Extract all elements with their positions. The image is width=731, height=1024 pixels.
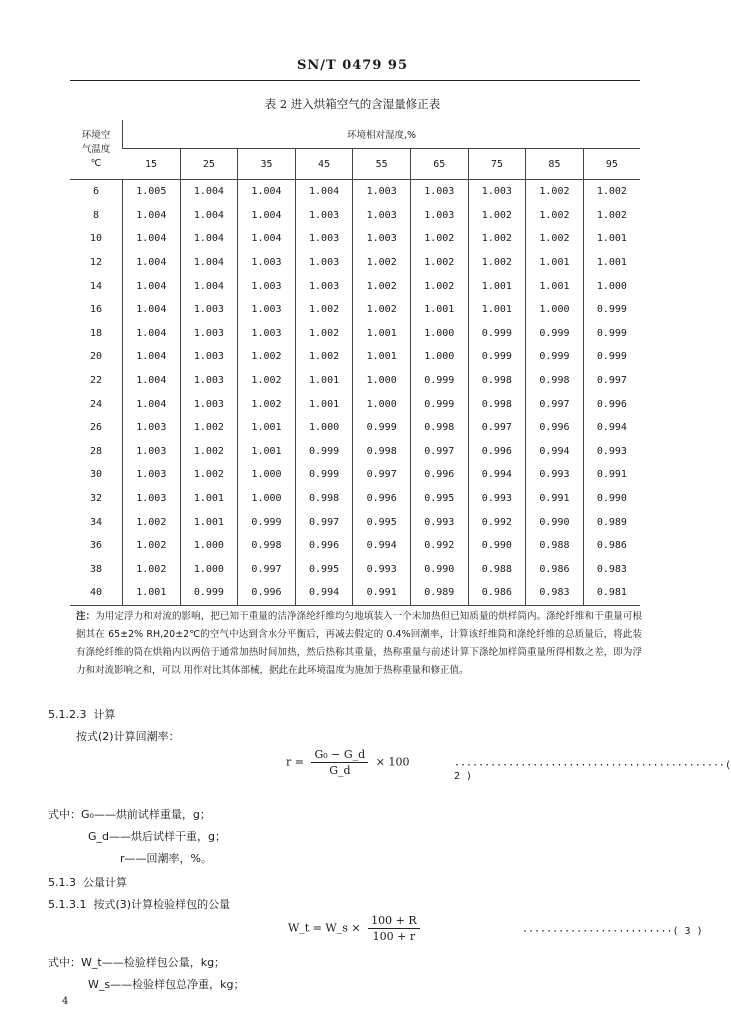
row-temperature: 34 — [89, 516, 103, 528]
temp-header-line1: 环境空 — [81, 129, 111, 141]
correction-value: 0.995 — [353, 510, 411, 534]
correction-value: 0.986 — [526, 558, 584, 582]
row-temperature: 32 — [89, 493, 103, 505]
where2-line-1 — [48, 806, 211, 822]
where-prefix: 式中： — [48, 808, 81, 821]
correction-value: 0.998 — [238, 534, 296, 558]
correction-value: 1.003 — [180, 298, 238, 322]
table-row — [70, 463, 640, 487]
table-row — [70, 510, 640, 534]
correction-value: 0.999 — [238, 510, 296, 534]
correction-value: 1.003 — [123, 463, 181, 487]
correction-value: 1.002 — [238, 392, 296, 416]
where-desc: ——烘后试样干重，g； — [109, 830, 226, 843]
correction-value: 0.994 — [526, 440, 584, 464]
correction-value: 1.002 — [410, 251, 468, 275]
temp-header-line2: 气温度 — [81, 143, 111, 155]
where-desc: ——烘前试样重量，g； — [93, 808, 211, 821]
row-temperature: 12 — [89, 257, 103, 269]
where-desc: ——检验样包公量，kg； — [101, 956, 226, 969]
correction-value: 0.993 — [583, 440, 640, 464]
correction-value: 0.998 — [526, 369, 584, 393]
where-symbol: G₀ — [81, 808, 94, 821]
where-symbol: G_d — [88, 830, 110, 843]
where3-line-1 — [48, 954, 225, 970]
correction-value: 1.002 — [410, 227, 468, 251]
correction-value: 0.996 — [410, 463, 468, 487]
correction-value: 1.000 — [353, 392, 411, 416]
correction-value: 0.990 — [468, 534, 526, 558]
correction-value: 0.990 — [583, 487, 640, 511]
correction-value: 0.989 — [410, 581, 468, 605]
formula3-fraction — [368, 914, 420, 943]
correction-value: 1.002 — [123, 558, 181, 582]
row-temperature: 6 — [92, 186, 100, 198]
correction-value: 0.999 — [468, 345, 526, 369]
correction-value: 1.002 — [180, 416, 238, 440]
correction-value: 0.986 — [468, 581, 526, 605]
correction-value: 1.000 — [295, 416, 353, 440]
correction-value: 1.004 — [123, 322, 181, 346]
table-row — [70, 274, 640, 298]
correction-value: 1.002 — [468, 204, 526, 228]
correction-value: 0.999 — [353, 416, 411, 440]
formula-3 — [288, 914, 424, 943]
correction-value: 0.998 — [295, 487, 353, 511]
correction-value: 1.003 — [238, 298, 296, 322]
correction-value: 1.002 — [353, 298, 411, 322]
formula2-tail: × 100 — [375, 755, 410, 769]
where-symbol: r — [120, 852, 125, 865]
table-row — [70, 298, 640, 322]
rh-column-25: 25 — [180, 149, 238, 180]
correction-value: 0.997 — [583, 369, 640, 393]
correction-value: 0.991 — [353, 581, 411, 605]
correction-value: 1.003 — [295, 251, 353, 275]
correction-value: 0.993 — [353, 558, 411, 582]
correction-value: 0.990 — [410, 558, 468, 582]
rh-column-75: 75 — [468, 149, 526, 180]
rh-column-15: 15 — [123, 149, 181, 180]
correction-value: 0.994 — [468, 463, 526, 487]
correction-value: 0.998 — [410, 416, 468, 440]
section-5-1-3-1 — [48, 896, 230, 912]
row-temperature: 16 — [89, 304, 103, 316]
table-row — [70, 416, 640, 440]
correction-value: 1.000 — [526, 298, 584, 322]
correction-value: 1.002 — [583, 204, 640, 228]
table-row — [70, 392, 640, 416]
table-row — [70, 345, 640, 369]
correction-value: 1.003 — [238, 322, 296, 346]
correction-value: 1.004 — [123, 251, 181, 275]
correction-value: 0.991 — [583, 463, 640, 487]
correction-value: 0.996 — [526, 416, 584, 440]
correction-value: 1.001 — [295, 369, 353, 393]
table-row — [70, 487, 640, 511]
note-text: 为用定浮力和对流的影响，把已知干重量的洁净涤纶纤维均匀地填装入一个未加热但已知质量的烘样筒内。涤纶纤维和干重量可根据其在 65±2% RH,20±2℃的空气中达到含水分平衡后，再减去假定的 0.4%回潮率，计算该纤维筒和涤纶纤维的总质量后，将此装有涤纶纤维的筒在烘箱内以两倍于通常加热时间加热，然后热称其重量，热称重量与前述计算下涤纶加样筒重量所得相数之差，即为浮力和对流影响之和，可以 用作对比其体部械，据此在此环境温度为施加于热称重量和修正值。 — [76, 611, 642, 676]
formula2-numerator: G₀ − G_d — [311, 748, 368, 763]
correction-value: 1.001 — [583, 227, 640, 251]
correction-value: 1.002 — [295, 345, 353, 369]
correction-value: 1.002 — [468, 227, 526, 251]
correction-value: 1.001 — [353, 345, 411, 369]
calc-intro: 按式(2)计算回潮率： — [76, 730, 180, 743]
row-temperature: 28 — [89, 445, 103, 457]
correction-value: 1.003 — [410, 180, 468, 204]
correction-value: 1.002 — [583, 180, 640, 204]
correction-value: 1.002 — [468, 251, 526, 275]
correction-value: 1.004 — [180, 251, 238, 275]
rh-column-row — [70, 149, 640, 180]
correction-value: 1.001 — [180, 510, 238, 534]
correction-value: 1.004 — [238, 204, 296, 228]
correction-value: 0.990 — [526, 510, 584, 534]
correction-value: 0.998 — [353, 440, 411, 464]
correction-value: 1.000 — [410, 345, 468, 369]
correction-value: 1.004 — [180, 180, 238, 204]
page-number: 4 — [62, 996, 69, 1007]
correction-value: 0.994 — [295, 581, 353, 605]
table-title: 表 2 进入烘箱空气的含湿量修正表 — [264, 97, 441, 111]
correction-value: 0.999 — [583, 298, 640, 322]
where3-line-2 — [88, 976, 244, 992]
correction-value: 0.983 — [526, 581, 584, 605]
where-symbol: W_s — [88, 978, 111, 991]
note-label: 注： — [76, 611, 96, 622]
correction-value: 0.999 — [526, 345, 584, 369]
correction-value: 1.001 — [353, 322, 411, 346]
correction-value: 0.992 — [410, 534, 468, 558]
correction-value: 1.003 — [295, 227, 353, 251]
correction-value: 1.004 — [123, 274, 181, 298]
correction-value: 0.999 — [295, 463, 353, 487]
correction-value: 1.004 — [123, 369, 181, 393]
correction-value: 1.003 — [238, 274, 296, 298]
correction-value: 1.004 — [180, 274, 238, 298]
correction-value: 1.003 — [180, 392, 238, 416]
correction-value: 0.996 — [583, 392, 640, 416]
rh-column-95: 95 — [583, 149, 640, 180]
row-temperature: 26 — [89, 422, 103, 434]
formula2-eq-no: ( 2 ) — [454, 760, 731, 782]
correction-value: 0.986 — [583, 534, 640, 558]
correction-value: 1.000 — [180, 534, 238, 558]
table-row — [70, 227, 640, 251]
correction-value: 1.000 — [410, 322, 468, 346]
correction-value: 1.001 — [468, 274, 526, 298]
correction-value: 1.002 — [410, 274, 468, 298]
correction-value: 1.002 — [526, 180, 584, 204]
table-row — [70, 534, 640, 558]
correction-value: 1.001 — [526, 274, 584, 298]
correction-value: 0.997 — [295, 510, 353, 534]
correction-value: 1.003 — [353, 227, 411, 251]
correction-value: 0.999 — [410, 369, 468, 393]
correction-value: 0.994 — [353, 534, 411, 558]
correction-value: 1.001 — [526, 251, 584, 275]
table-row — [70, 251, 640, 275]
correction-value: 0.998 — [468, 369, 526, 393]
correction-value: 0.989 — [583, 510, 640, 534]
correction-value: 0.999 — [295, 440, 353, 464]
formula3-numerator: 100 + R — [368, 914, 420, 929]
correction-value: 0.993 — [526, 463, 584, 487]
section-number: 5.1.3 — [48, 876, 76, 889]
correction-value: 1.002 — [123, 534, 181, 558]
correction-value: 0.999 — [468, 322, 526, 346]
correction-value: 1.003 — [468, 180, 526, 204]
row-temperature: 14 — [89, 280, 103, 292]
rh-column-85: 85 — [526, 149, 584, 180]
correction-value: 1.003 — [410, 204, 468, 228]
correction-value: 1.000 — [583, 274, 640, 298]
correction-value: 1.004 — [180, 227, 238, 251]
correction-value: 1.003 — [180, 322, 238, 346]
correction-table — [70, 120, 640, 606]
section-title: 按式(3)计算检验样包的公量 — [93, 898, 231, 911]
table-row — [70, 369, 640, 393]
section-5-1-3 — [48, 874, 127, 890]
correction-value: 1.001 — [410, 298, 468, 322]
correction-value: 1.004 — [123, 298, 181, 322]
correction-value: 1.003 — [295, 274, 353, 298]
where-prefix: 式中： — [48, 956, 81, 969]
formula2-denominator: G_d — [329, 764, 351, 777]
rh-column-55: 55 — [353, 149, 411, 180]
correction-value: 0.996 — [238, 581, 296, 605]
correction-value: 0.996 — [468, 440, 526, 464]
rh-column-35: 35 — [238, 149, 296, 180]
rh-column-65: 65 — [410, 149, 468, 180]
rh-header: 环境相对湿度,% — [123, 120, 641, 149]
correction-value: 1.004 — [238, 227, 296, 251]
formula2-fraction — [311, 748, 368, 777]
table-row — [70, 581, 640, 605]
rh-column-45: 45 — [295, 149, 353, 180]
table-row — [70, 322, 640, 346]
correction-value: 1.002 — [295, 322, 353, 346]
correction-value: 1.002 — [295, 298, 353, 322]
correction-value: 1.003 — [238, 251, 296, 275]
temperature-header — [70, 120, 123, 180]
correction-value: 0.997 — [353, 463, 411, 487]
correction-value: 1.002 — [180, 463, 238, 487]
correction-value: 1.003 — [123, 487, 181, 511]
page-header: SN/T 0479 95 — [296, 58, 409, 73]
section-title: 计算 — [93, 708, 116, 721]
formula2-leader: ·············································( 2 ) — [454, 760, 731, 782]
correction-value: 0.997 — [468, 416, 526, 440]
table-body — [70, 180, 640, 606]
correction-value: 1.004 — [238, 180, 296, 204]
correction-value: 1.005 — [123, 180, 181, 204]
correction-value: 1.001 — [238, 440, 296, 464]
correction-value: 0.991 — [526, 487, 584, 511]
section-number: 5.1.2.3 — [48, 708, 87, 721]
correction-value: 1.002 — [526, 204, 584, 228]
correction-value: 1.004 — [123, 345, 181, 369]
where-desc: ——回潮率，%。 — [124, 852, 212, 865]
correction-value: 1.003 — [353, 204, 411, 228]
formula3-eq-no: ( 3 ) — [672, 926, 703, 937]
correction-value: 0.981 — [583, 581, 640, 605]
row-temperature: 38 — [89, 563, 103, 575]
correction-value: 1.004 — [123, 204, 181, 228]
formula3-denominator: 100 + r — [372, 930, 416, 943]
correction-value: 1.000 — [180, 558, 238, 582]
where-desc: ——检验样包总净重，kg； — [110, 978, 245, 991]
row-temperature: 18 — [89, 327, 103, 339]
row-temperature: 8 — [92, 209, 100, 221]
where-symbol: W_t — [81, 956, 102, 969]
correction-value: 1.002 — [238, 369, 296, 393]
correction-value: 0.996 — [295, 534, 353, 558]
table-row — [70, 180, 640, 204]
correction-value: 1.004 — [123, 392, 181, 416]
table-row — [70, 204, 640, 228]
where2-line-3 — [120, 850, 212, 866]
correction-value: 0.996 — [353, 487, 411, 511]
correction-value: 1.002 — [123, 510, 181, 534]
table-note — [76, 608, 642, 680]
correction-value: 1.001 — [123, 581, 181, 605]
section-number: 5.1.3.1 — [48, 898, 87, 911]
correction-value: 0.999 — [180, 581, 238, 605]
formula3-leader: ·························( 3 ) — [522, 926, 703, 937]
section-5-1-2-3 — [48, 706, 115, 722]
correction-value: 0.995 — [295, 558, 353, 582]
formula2-lhs: r = — [286, 755, 304, 769]
correction-value: 0.993 — [468, 487, 526, 511]
correction-value: 1.002 — [180, 440, 238, 464]
table-row — [70, 558, 640, 582]
correction-value: 0.988 — [468, 558, 526, 582]
correction-value: 1.003 — [180, 345, 238, 369]
correction-value: 1.004 — [123, 227, 181, 251]
row-temperature: 20 — [89, 351, 103, 363]
correction-value: 1.000 — [238, 463, 296, 487]
correction-value: 1.003 — [180, 369, 238, 393]
correction-value: 0.995 — [410, 487, 468, 511]
correction-value: 1.001 — [180, 487, 238, 511]
correction-value: 0.988 — [526, 534, 584, 558]
correction-value: 0.983 — [583, 558, 640, 582]
correction-value: 0.997 — [238, 558, 296, 582]
row-temperature: 22 — [89, 375, 103, 387]
correction-value: 1.000 — [238, 487, 296, 511]
correction-value: 1.000 — [353, 369, 411, 393]
correction-value: 1.002 — [353, 251, 411, 275]
correction-value: 0.999 — [583, 345, 640, 369]
correction-value: 0.997 — [526, 392, 584, 416]
correction-value: 1.001 — [583, 251, 640, 275]
row-temperature: 40 — [70, 581, 123, 605]
correction-value: 0.999 — [583, 322, 640, 346]
correction-value: 1.003 — [295, 204, 353, 228]
correction-value: 1.002 — [238, 345, 296, 369]
correction-value: 0.998 — [468, 392, 526, 416]
correction-value: 0.994 — [583, 416, 640, 440]
section-title: 公量计算 — [83, 876, 127, 889]
correction-value: 1.002 — [526, 227, 584, 251]
correction-value: 0.999 — [410, 392, 468, 416]
correction-value: 1.002 — [353, 274, 411, 298]
row-temperature: 36 — [89, 540, 103, 552]
correction-value: 1.004 — [295, 180, 353, 204]
row-temperature: 30 — [89, 469, 103, 481]
correction-value: 1.001 — [295, 392, 353, 416]
temp-header-line3: ℃ — [90, 157, 102, 169]
table-row — [70, 440, 640, 464]
row-temperature: 24 — [89, 398, 103, 410]
formula-2 — [286, 748, 409, 777]
correction-value: 1.003 — [123, 416, 181, 440]
formula3-lhs: W_t = W_s × — [288, 921, 361, 935]
where2-line-2 — [88, 828, 226, 844]
correction-value: 1.003 — [353, 180, 411, 204]
correction-value: 0.999 — [526, 322, 584, 346]
row-temperature: 10 — [89, 233, 103, 245]
correction-value: 1.001 — [238, 416, 296, 440]
correction-value: 0.993 — [410, 510, 468, 534]
correction-value: 1.003 — [123, 440, 181, 464]
correction-value: 1.004 — [180, 204, 238, 228]
correction-value: 0.992 — [468, 510, 526, 534]
correction-value: 1.001 — [468, 298, 526, 322]
header-rule — [70, 80, 640, 81]
correction-value: 0.997 — [410, 440, 468, 464]
